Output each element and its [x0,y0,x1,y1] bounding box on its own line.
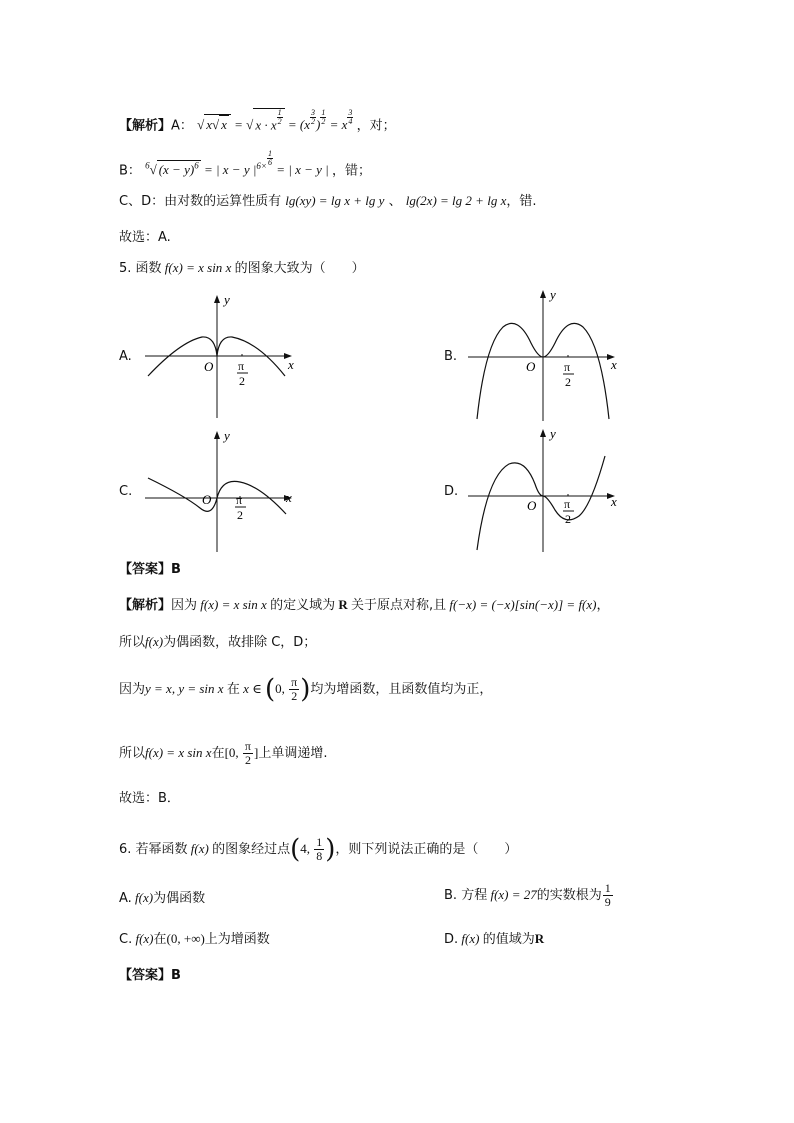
tick-pi: π [236,493,243,507]
tick-pi: π [238,359,245,373]
origin-label: O [202,492,212,507]
q5-analysis-3: 因为y = x, y = sin x 在 x ∈ (0, $\frac{\pi}{2}$ )均为增函数，且函数值均为正， [119,674,493,705]
tick-2: 2 [239,374,245,388]
tick-2: 2 [565,375,571,389]
q5-analysis-4: 所以f(x) = x sin x在[0, $\frac{\pi}{2}$ ]上单调递增. [119,739,328,767]
axis-x-label: x [286,490,292,505]
axis-y-label: y [224,428,230,443]
q6-answer: 【答案】B [119,968,181,983]
tick-2: 2 [237,508,243,522]
option-d-label: D. [444,484,459,499]
origin-label: O [204,359,214,374]
option-a-label: A. [119,349,132,364]
q6-option-a: A. f(x)为偶函数 [119,890,206,906]
sol4-line-b: B： $^6$√ $(x - y)^6$ = | x − y $|^{6\times \frac{1}{6}}$ = | x − y | ，错； [119,149,371,179]
q5-conclusion: 故选：B． [119,791,180,806]
graph-d [463,424,628,554]
q5-analysis-2: 所以f(x)为偶函数，故排除 C，D； [119,634,317,650]
sol4-conclusion: 故选：A. [119,230,171,245]
formula-b: $^6$√ $(x - y)^6$ = | x − y $|^{6\times \frac{1}{6}}$ = | x − y | [145,149,332,178]
origin-label: O [526,359,536,374]
sol4-line-cd: C、D：由对数的运算性质有 lg(xy) = lg x + lg y 、 lg(2x) = lg 2 + lg x，错. [119,193,537,209]
tick-pi: π [564,360,571,374]
q6-option-b: B. 方程 f(x) = 27的实数根为 $\frac{1}{9}$ [444,881,611,909]
axis-x-label: x [611,357,617,372]
axis-x-label: x [288,357,294,372]
axis-y-label: y [550,426,556,441]
q6-option-d: D. f(x) 的值域为R [444,931,545,947]
option-c-label: C. [119,484,133,499]
q5-answer: 【答案】B [119,562,181,577]
tick-pi: π [564,497,571,511]
q6-option-c: C. f(x)在(0, +∞)上为增函数 [119,931,270,947]
sol4-line-a: 【解析】A： √ x√ x = √ x · x $\frac{1}{2}$ = (x $\frac{3}{2}$ ) $\frac{1}{2}$ = x $\frac{3}{4}$ ，对； [119,108,396,134]
axis-x-label: x [611,494,617,509]
q6-stem: 6. 若幂函数 f(x) 的图象经过点(4, $\frac{1}{8}$ )，则下列说法正确的是（ ） [119,834,518,865]
tick-2: 2 [565,512,571,526]
graph-c [140,426,305,554]
q5-analysis-1: 【解析】因为 f(x) = x sin x 的定义域为 R 关于原点对称,且 f(−x) = (−x)[sin(−x)] = f(x)， [119,597,610,613]
q5-stem: 5. 函数 f(x) = x sin x 的图象大致为（ ） [119,260,365,276]
origin-label: O [527,498,537,513]
axis-y-label: y [224,292,230,307]
graph-a [140,290,305,420]
analysis-tag: 【解析】 [119,118,172,134]
axis-y-label: y [550,287,556,302]
option-b-label: B. [444,349,458,364]
graph-b [463,285,628,423]
formula-a: √ x√ x = √ x · x $\frac{1}{2}$ = (x $\frac{3}{2}$ ) $\frac{1}{2}$ = x $\frac{3}{4}$ [197,108,353,133]
